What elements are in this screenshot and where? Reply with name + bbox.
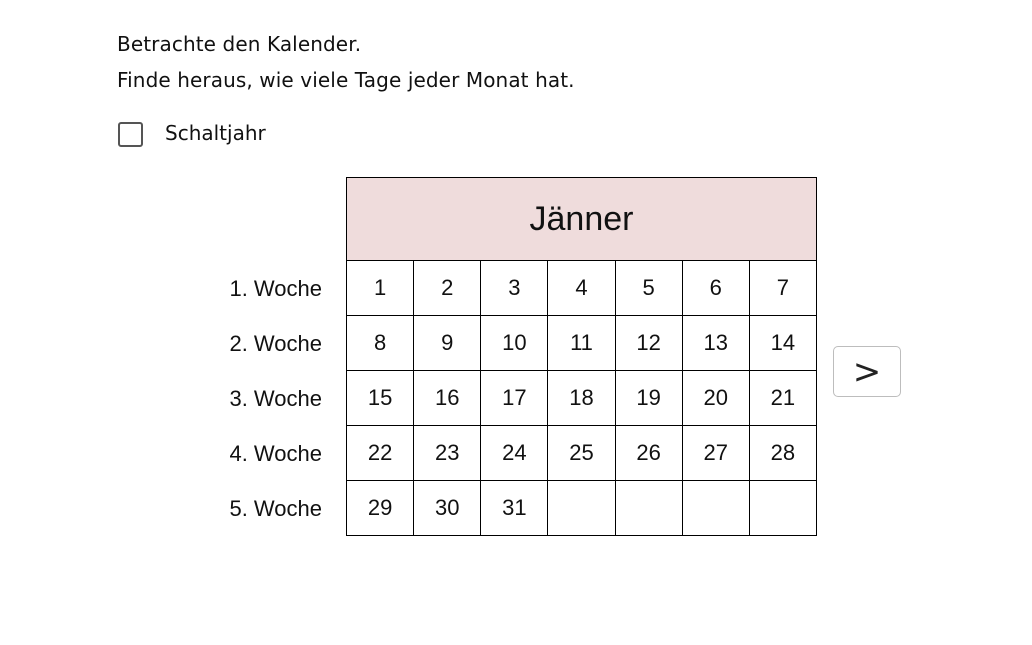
day-cell: 24: [481, 426, 548, 480]
calendar-week-row: [347, 481, 816, 535]
calendar-month-title: Jänner: [347, 178, 816, 261]
day-cell: 11: [548, 316, 615, 370]
day-cell: 30: [414, 481, 481, 535]
day-cell: 26: [616, 426, 683, 480]
empty-day-cell: [750, 481, 816, 535]
day-cell: 8: [347, 316, 414, 370]
next-month-button[interactable]: >: [833, 346, 901, 397]
day-cell: 17: [481, 371, 548, 425]
leap-year-label: Schaltjahr: [165, 120, 266, 145]
calendar-week-row: [347, 261, 816, 316]
day-cell: 16: [414, 371, 481, 425]
day-cell: 28: [770, 440, 796, 465]
day-cell: 3: [481, 261, 548, 315]
day-cell: 6: [683, 261, 750, 315]
week-label: 3. Woche: [229, 385, 322, 411]
day-cell: 10: [481, 316, 548, 370]
calendar-week-row: [347, 316, 816, 371]
empty-day-cell: [616, 481, 683, 535]
day-cell: 19: [616, 371, 683, 425]
instruction-line-2: Finde heraus, wie viele Tage jeder Monat hat.: [117, 68, 575, 92]
week-label: 5. Woche: [229, 495, 322, 521]
checkbox-box[interactable]: [118, 122, 143, 147]
day-cell: 2: [414, 261, 481, 315]
day-cell: 18: [548, 371, 615, 425]
day-cell: 29: [347, 481, 414, 535]
empty-day-cell: [548, 481, 615, 535]
empty-day-cell: [683, 481, 750, 535]
week-label: 4. Woche: [229, 440, 322, 466]
day-cell: 31: [481, 481, 548, 535]
day-cell: 1: [347, 261, 414, 315]
day-cell: 14: [770, 330, 796, 355]
week-labels: [200, 261, 322, 536]
instruction-line-1: Betrachte den Kalender.: [117, 32, 362, 56]
day-cell: 7: [776, 275, 790, 300]
day-cell: 12: [616, 316, 683, 370]
calendar-table: [346, 177, 817, 536]
week-label: 2. Woche: [229, 330, 322, 356]
leap-year-checkbox[interactable]: [118, 122, 266, 147]
day-cell: 27: [683, 426, 750, 480]
calendar-week-row: [347, 371, 816, 426]
calendar-week-row: [347, 426, 816, 481]
day-cell: 5: [616, 261, 683, 315]
day-cell: 13: [683, 316, 750, 370]
day-cell: 22: [347, 426, 414, 480]
day-cell: 20: [683, 371, 750, 425]
day-cell: 9: [414, 316, 481, 370]
day-cell: 25: [548, 426, 615, 480]
day-cell: 4: [548, 261, 615, 315]
week-label: 1. Woche: [229, 275, 322, 301]
day-cell: 15: [347, 371, 414, 425]
day-cell: 21: [770, 385, 796, 410]
day-cell: 23: [414, 426, 481, 480]
